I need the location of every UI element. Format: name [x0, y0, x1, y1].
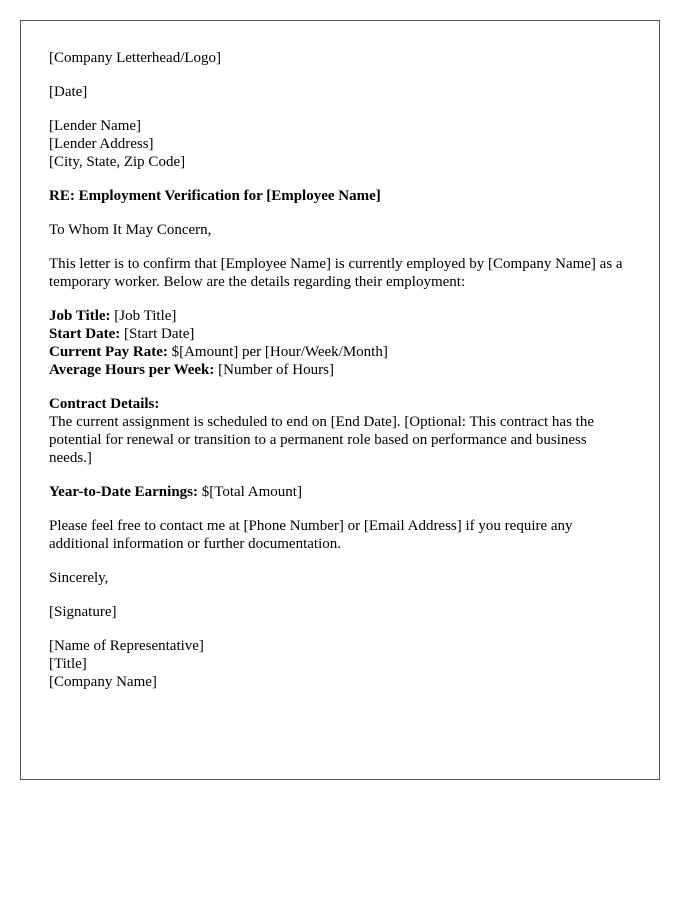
contract-text: The current assignment is scheduled to end on [End Date]. [Optional: This contract has the potential for renewal or transition to a permanent role based on performance and business needs.]	[49, 414, 594, 466]
intro-paragraph: This letter is to confirm that [Employee Name] is currently employed by [Company Name] as a temporary worker. Below are the details regarding their employment:	[49, 256, 623, 290]
letter-date: [Date]	[49, 84, 88, 100]
detail-start-date-value: [Start Date]	[120, 326, 195, 342]
contract-details	[49, 395, 631, 467]
letterhead: [Company Letterhead/Logo]	[49, 50, 222, 66]
detail-job-title-value: [Job Title]	[110, 308, 177, 324]
detail-job-title-label: Job Title:	[49, 308, 111, 324]
detail-hours-label: Average Hours per Week:	[49, 362, 215, 378]
recipient-name: [Lender Name]	[49, 118, 142, 134]
recipient-address: [Lender Address]	[49, 136, 154, 152]
detail-pay-rate-label: Current Pay Rate:	[49, 344, 168, 360]
detail-job-title	[49, 307, 631, 325]
ytd-earnings-label: Year-to-Date Earnings:	[49, 484, 198, 500]
sender-name: [Name of Representative]	[49, 638, 204, 654]
closing: Sincerely,	[49, 570, 109, 586]
ytd-earnings	[49, 483, 631, 501]
detail-hours	[49, 361, 631, 379]
detail-pay-rate	[49, 343, 631, 361]
sender-company: [Company Name]	[49, 674, 157, 690]
subject-line: RE: Employment Verification for [Employee Name]	[49, 188, 381, 204]
recipient-block	[49, 117, 631, 171]
detail-pay-rate-value: $[Amount] per [Hour/Week/Month]	[167, 344, 388, 360]
letter-page	[20, 20, 660, 780]
detail-hours-value: [Number of Hours]	[214, 362, 334, 378]
salutation: To Whom It May Concern,	[49, 222, 212, 238]
ytd-earnings-value: $[Total Amount]	[198, 484, 302, 500]
recipient-city-state-zip: [City, State, Zip Code]	[49, 154, 186, 170]
sender-block	[49, 637, 631, 691]
contract-heading: Contract Details:	[49, 396, 160, 412]
contact-paragraph: Please feel free to contact me at [Phone Number] or [Email Address] if you require any additional information or further documentation.	[49, 518, 573, 552]
sender-title: [Title]	[49, 656, 87, 672]
signature-placeholder: [Signature]	[49, 604, 117, 620]
detail-start-date-label: Start Date:	[49, 326, 121, 342]
detail-start-date	[49, 325, 631, 343]
employment-details	[49, 307, 631, 379]
